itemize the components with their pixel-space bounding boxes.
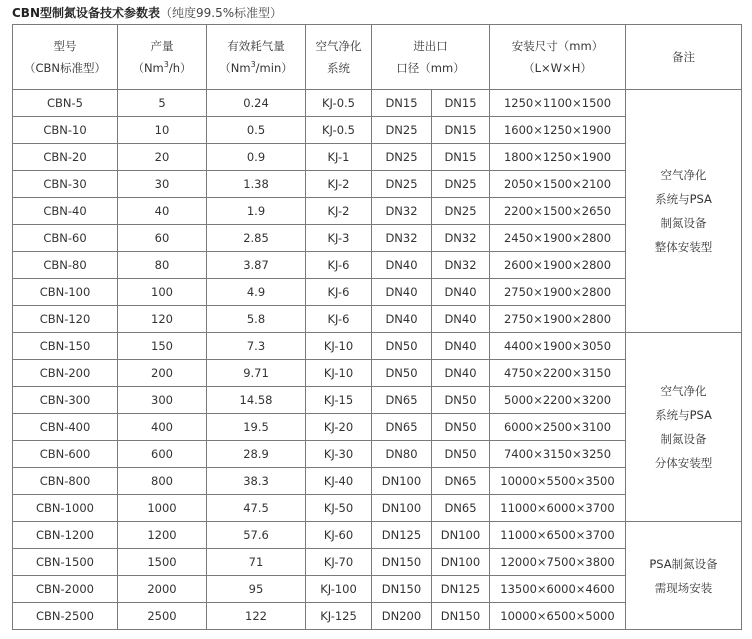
cell-purifier: KJ-40 xyxy=(306,468,372,495)
cell-gas: 3.87 xyxy=(207,252,306,279)
header-note xyxy=(626,25,742,90)
cell-inlet: DN32 xyxy=(372,225,432,252)
cell-gas: 5.8 xyxy=(207,306,306,333)
cell-model: CBN-80 xyxy=(13,252,118,279)
cell-purifier: KJ-15 xyxy=(306,387,372,414)
header-model-sublabel: （CBN标准型） xyxy=(23,61,107,75)
cell-size: 10000×6500×5000 xyxy=(490,603,626,630)
cell-inlet: DN150 xyxy=(372,576,432,603)
cell-outlet: DN100 xyxy=(432,522,490,549)
cell-model: CBN-150 xyxy=(13,333,118,360)
header-port-sublabel: 口径（mm） xyxy=(396,61,465,75)
cell-output: 300 xyxy=(118,387,207,414)
cell-inlet: DN65 xyxy=(372,387,432,414)
cell-model: CBN-2000 xyxy=(13,576,118,603)
cell-size: 11000×6000×3700 xyxy=(490,495,626,522)
cell-purifier: KJ-100 xyxy=(306,576,372,603)
table-title xyxy=(12,4,282,22)
cell-model: CBN-300 xyxy=(13,387,118,414)
cell-purifier: KJ-0.5 xyxy=(306,90,372,117)
cell-size: 1800×1250×1900 xyxy=(490,144,626,171)
cell-outlet: DN25 xyxy=(432,198,490,225)
cell-outlet: DN15 xyxy=(432,117,490,144)
note-line: 系统与PSA xyxy=(655,408,712,422)
cell-gas: 9.71 xyxy=(207,360,306,387)
cell-inlet: DN200 xyxy=(372,603,432,630)
header-model-label: 型号 xyxy=(53,39,77,53)
cell-inlet: DN25 xyxy=(372,117,432,144)
note-line: 需现场安装 xyxy=(654,580,713,595)
cell-inlet: DN25 xyxy=(372,144,432,171)
note-line: 制氮设备 xyxy=(660,432,707,446)
header-size-label: 安装尺寸（mm） xyxy=(511,39,604,53)
cell-output: 1200 xyxy=(118,522,207,549)
cell-model: CBN-400 xyxy=(13,414,118,441)
cell-model: CBN-100 xyxy=(13,279,118,306)
cell-purifier: KJ-1 xyxy=(306,144,372,171)
header-gas-label: 有效耗气量 xyxy=(227,39,285,53)
cell-output: 40 xyxy=(118,198,207,225)
table-row xyxy=(13,522,742,549)
table-title-subtitle: （纯度99.5%标准型） xyxy=(160,6,283,20)
cell-size: 1250×1100×1500 xyxy=(490,90,626,117)
cell-purifier: KJ-2 xyxy=(306,198,372,225)
cell-output: 150 xyxy=(118,333,207,360)
cell-output: 20 xyxy=(118,144,207,171)
cell-output: 2500 xyxy=(118,603,207,630)
cell-inlet: DN100 xyxy=(372,495,432,522)
cell-gas: 122 xyxy=(207,603,306,630)
cell-size: 7400×3150×3250 xyxy=(490,441,626,468)
cell-outlet: DN40 xyxy=(432,279,490,306)
cell-purifier: KJ-20 xyxy=(306,414,372,441)
cell-gas: 0.9 xyxy=(207,144,306,171)
cell-purifier: KJ-0.5 xyxy=(306,117,372,144)
cell-size: 2200×1500×2650 xyxy=(490,198,626,225)
cell-outlet: DN32 xyxy=(432,225,490,252)
cell-gas: 0.5 xyxy=(207,117,306,144)
cell-output: 2000 xyxy=(118,576,207,603)
cell-model: CBN-1200 xyxy=(13,522,118,549)
table-row xyxy=(13,90,742,117)
table-header-row xyxy=(13,25,742,90)
cell-outlet: DN65 xyxy=(432,468,490,495)
cell-note xyxy=(626,522,742,630)
cell-outlet: DN40 xyxy=(432,333,490,360)
header-output-label: 产量 xyxy=(150,39,174,53)
cell-size: 6000×2500×3100 xyxy=(490,414,626,441)
cell-purifier: KJ-10 xyxy=(306,360,372,387)
cell-model: CBN-60 xyxy=(13,225,118,252)
cell-output: 1500 xyxy=(118,549,207,576)
note-line: 空气净化 xyxy=(660,384,707,398)
cell-model: CBN-800 xyxy=(13,468,118,495)
note-line: 整体安装型 xyxy=(654,240,713,254)
cell-inlet: DN32 xyxy=(372,198,432,225)
cell-inlet: DN50 xyxy=(372,333,432,360)
cell-output: 1000 xyxy=(118,495,207,522)
cell-purifier: KJ-50 xyxy=(306,495,372,522)
header-gas-consumption xyxy=(207,25,306,90)
cell-model: CBN-1000 xyxy=(13,495,118,522)
cell-outlet: DN15 xyxy=(432,144,490,171)
cell-output: 120 xyxy=(118,306,207,333)
cell-gas: 1.38 xyxy=(207,171,306,198)
cell-gas: 0.24 xyxy=(207,90,306,117)
cell-size: 4750×2200×3150 xyxy=(490,360,626,387)
header-size-sublabel: （L×W×H） xyxy=(523,61,592,75)
cell-size: 2750×1900×2800 xyxy=(490,279,626,306)
note-line: 系统与PSA xyxy=(655,192,712,206)
header-output xyxy=(118,25,207,90)
header-purifier-sublabel: 系统 xyxy=(327,61,350,75)
cell-note xyxy=(626,90,742,333)
cell-output: 200 xyxy=(118,360,207,387)
cell-inlet: DN80 xyxy=(372,441,432,468)
cell-output: 800 xyxy=(118,468,207,495)
cell-outlet: DN40 xyxy=(432,360,490,387)
cell-model: CBN-120 xyxy=(13,306,118,333)
cell-gas: 28.9 xyxy=(207,441,306,468)
cell-purifier: KJ-6 xyxy=(306,279,372,306)
cell-gas: 47.5 xyxy=(207,495,306,522)
cell-purifier: KJ-6 xyxy=(306,252,372,279)
cell-size: 13500×6000×4600 xyxy=(490,576,626,603)
header-install-size xyxy=(490,25,626,90)
cell-purifier: KJ-70 xyxy=(306,549,372,576)
cell-size: 5000×2200×3200 xyxy=(490,387,626,414)
cell-size: 2600×1900×2800 xyxy=(490,252,626,279)
cell-output: 30 xyxy=(118,171,207,198)
cell-model: CBN-30 xyxy=(13,171,118,198)
note-line: 空气净化 xyxy=(660,168,707,182)
cell-model: CBN-5 xyxy=(13,90,118,117)
table-body xyxy=(13,90,742,630)
cell-purifier: KJ-3 xyxy=(306,225,372,252)
cell-purifier: KJ-2 xyxy=(306,171,372,198)
cell-outlet: DN50 xyxy=(432,414,490,441)
header-output-unit: （Nm$^3$/h） xyxy=(132,60,192,75)
cell-gas: 38.3 xyxy=(207,468,306,495)
table-row xyxy=(13,333,742,360)
cell-size: 10000×5500×3500 xyxy=(490,468,626,495)
cell-inlet: DN40 xyxy=(372,252,432,279)
cell-purifier: KJ-30 xyxy=(306,441,372,468)
header-model xyxy=(13,25,118,90)
cell-output: 5 xyxy=(118,90,207,117)
cell-inlet: DN50 xyxy=(372,360,432,387)
cell-outlet: DN15 xyxy=(432,90,490,117)
cell-outlet: DN125 xyxy=(432,576,490,603)
header-port xyxy=(372,25,490,90)
cell-inlet: DN65 xyxy=(372,414,432,441)
header-gas-unit: （Nm$^3$/min） xyxy=(219,60,293,75)
cell-outlet: DN25 xyxy=(432,171,490,198)
cell-output: 10 xyxy=(118,117,207,144)
cell-output: 400 xyxy=(118,414,207,441)
note-line: 制氮设备 xyxy=(660,216,707,230)
cell-purifier: KJ-60 xyxy=(306,522,372,549)
cell-outlet: DN100 xyxy=(432,549,490,576)
cell-outlet: DN50 xyxy=(432,387,490,414)
cell-purifier: KJ-125 xyxy=(306,603,372,630)
cell-model: CBN-1500 xyxy=(13,549,118,576)
header-note-label: 备注 xyxy=(672,50,695,64)
note-line: PSA制氮设备 xyxy=(649,556,718,571)
cell-inlet: DN25 xyxy=(372,171,432,198)
cell-gas: 57.6 xyxy=(207,522,306,549)
header-purifier-label: 空气净化 xyxy=(315,39,362,53)
cell-size: 11000×6500×3700 xyxy=(490,522,626,549)
cell-output: 80 xyxy=(118,252,207,279)
cell-size: 2450×1900×2800 xyxy=(490,225,626,252)
cell-model: CBN-600 xyxy=(13,441,118,468)
cell-model: CBN-200 xyxy=(13,360,118,387)
cell-purifier: KJ-6 xyxy=(306,306,372,333)
cell-size: 2050×1500×2100 xyxy=(490,171,626,198)
table-title-main: CBN型制氮设备技术参数表 xyxy=(12,6,160,20)
cell-purifier: KJ-10 xyxy=(306,333,372,360)
cell-inlet: DN15 xyxy=(372,90,432,117)
cell-outlet: DN50 xyxy=(432,441,490,468)
cell-outlet: DN65 xyxy=(432,495,490,522)
cell-size: 1600×1250×1900 xyxy=(490,117,626,144)
cell-output: 600 xyxy=(118,441,207,468)
cell-outlet: DN40 xyxy=(432,306,490,333)
cell-model: CBN-10 xyxy=(13,117,118,144)
cell-model: CBN-40 xyxy=(13,198,118,225)
cell-inlet: DN40 xyxy=(372,306,432,333)
cell-output: 100 xyxy=(118,279,207,306)
cell-note xyxy=(626,333,742,522)
cell-inlet: DN125 xyxy=(372,522,432,549)
cell-size: 4400×1900×3050 xyxy=(490,333,626,360)
cell-gas: 95 xyxy=(207,576,306,603)
cell-gas: 7.3 xyxy=(207,333,306,360)
cell-inlet: DN150 xyxy=(372,549,432,576)
cell-gas: 19.5 xyxy=(207,414,306,441)
cell-gas: 4.9 xyxy=(207,279,306,306)
cell-size: 12000×7500×3800 xyxy=(490,549,626,576)
cell-inlet: DN100 xyxy=(372,468,432,495)
cell-model: CBN-20 xyxy=(13,144,118,171)
header-purifier xyxy=(306,25,372,90)
cell-inlet: DN40 xyxy=(372,279,432,306)
cell-gas: 14.58 xyxy=(207,387,306,414)
cell-gas: 71 xyxy=(207,549,306,576)
cell-size: 2750×1900×2800 xyxy=(490,306,626,333)
cell-outlet: DN32 xyxy=(432,252,490,279)
spec-table xyxy=(12,24,742,630)
cell-model: CBN-2500 xyxy=(13,603,118,630)
cell-outlet: DN150 xyxy=(432,603,490,630)
cell-output: 60 xyxy=(118,225,207,252)
cell-gas: 1.9 xyxy=(207,198,306,225)
header-port-label: 进出口 xyxy=(413,39,448,53)
note-line: 分体安装型 xyxy=(654,456,713,470)
cell-gas: 2.85 xyxy=(207,225,306,252)
